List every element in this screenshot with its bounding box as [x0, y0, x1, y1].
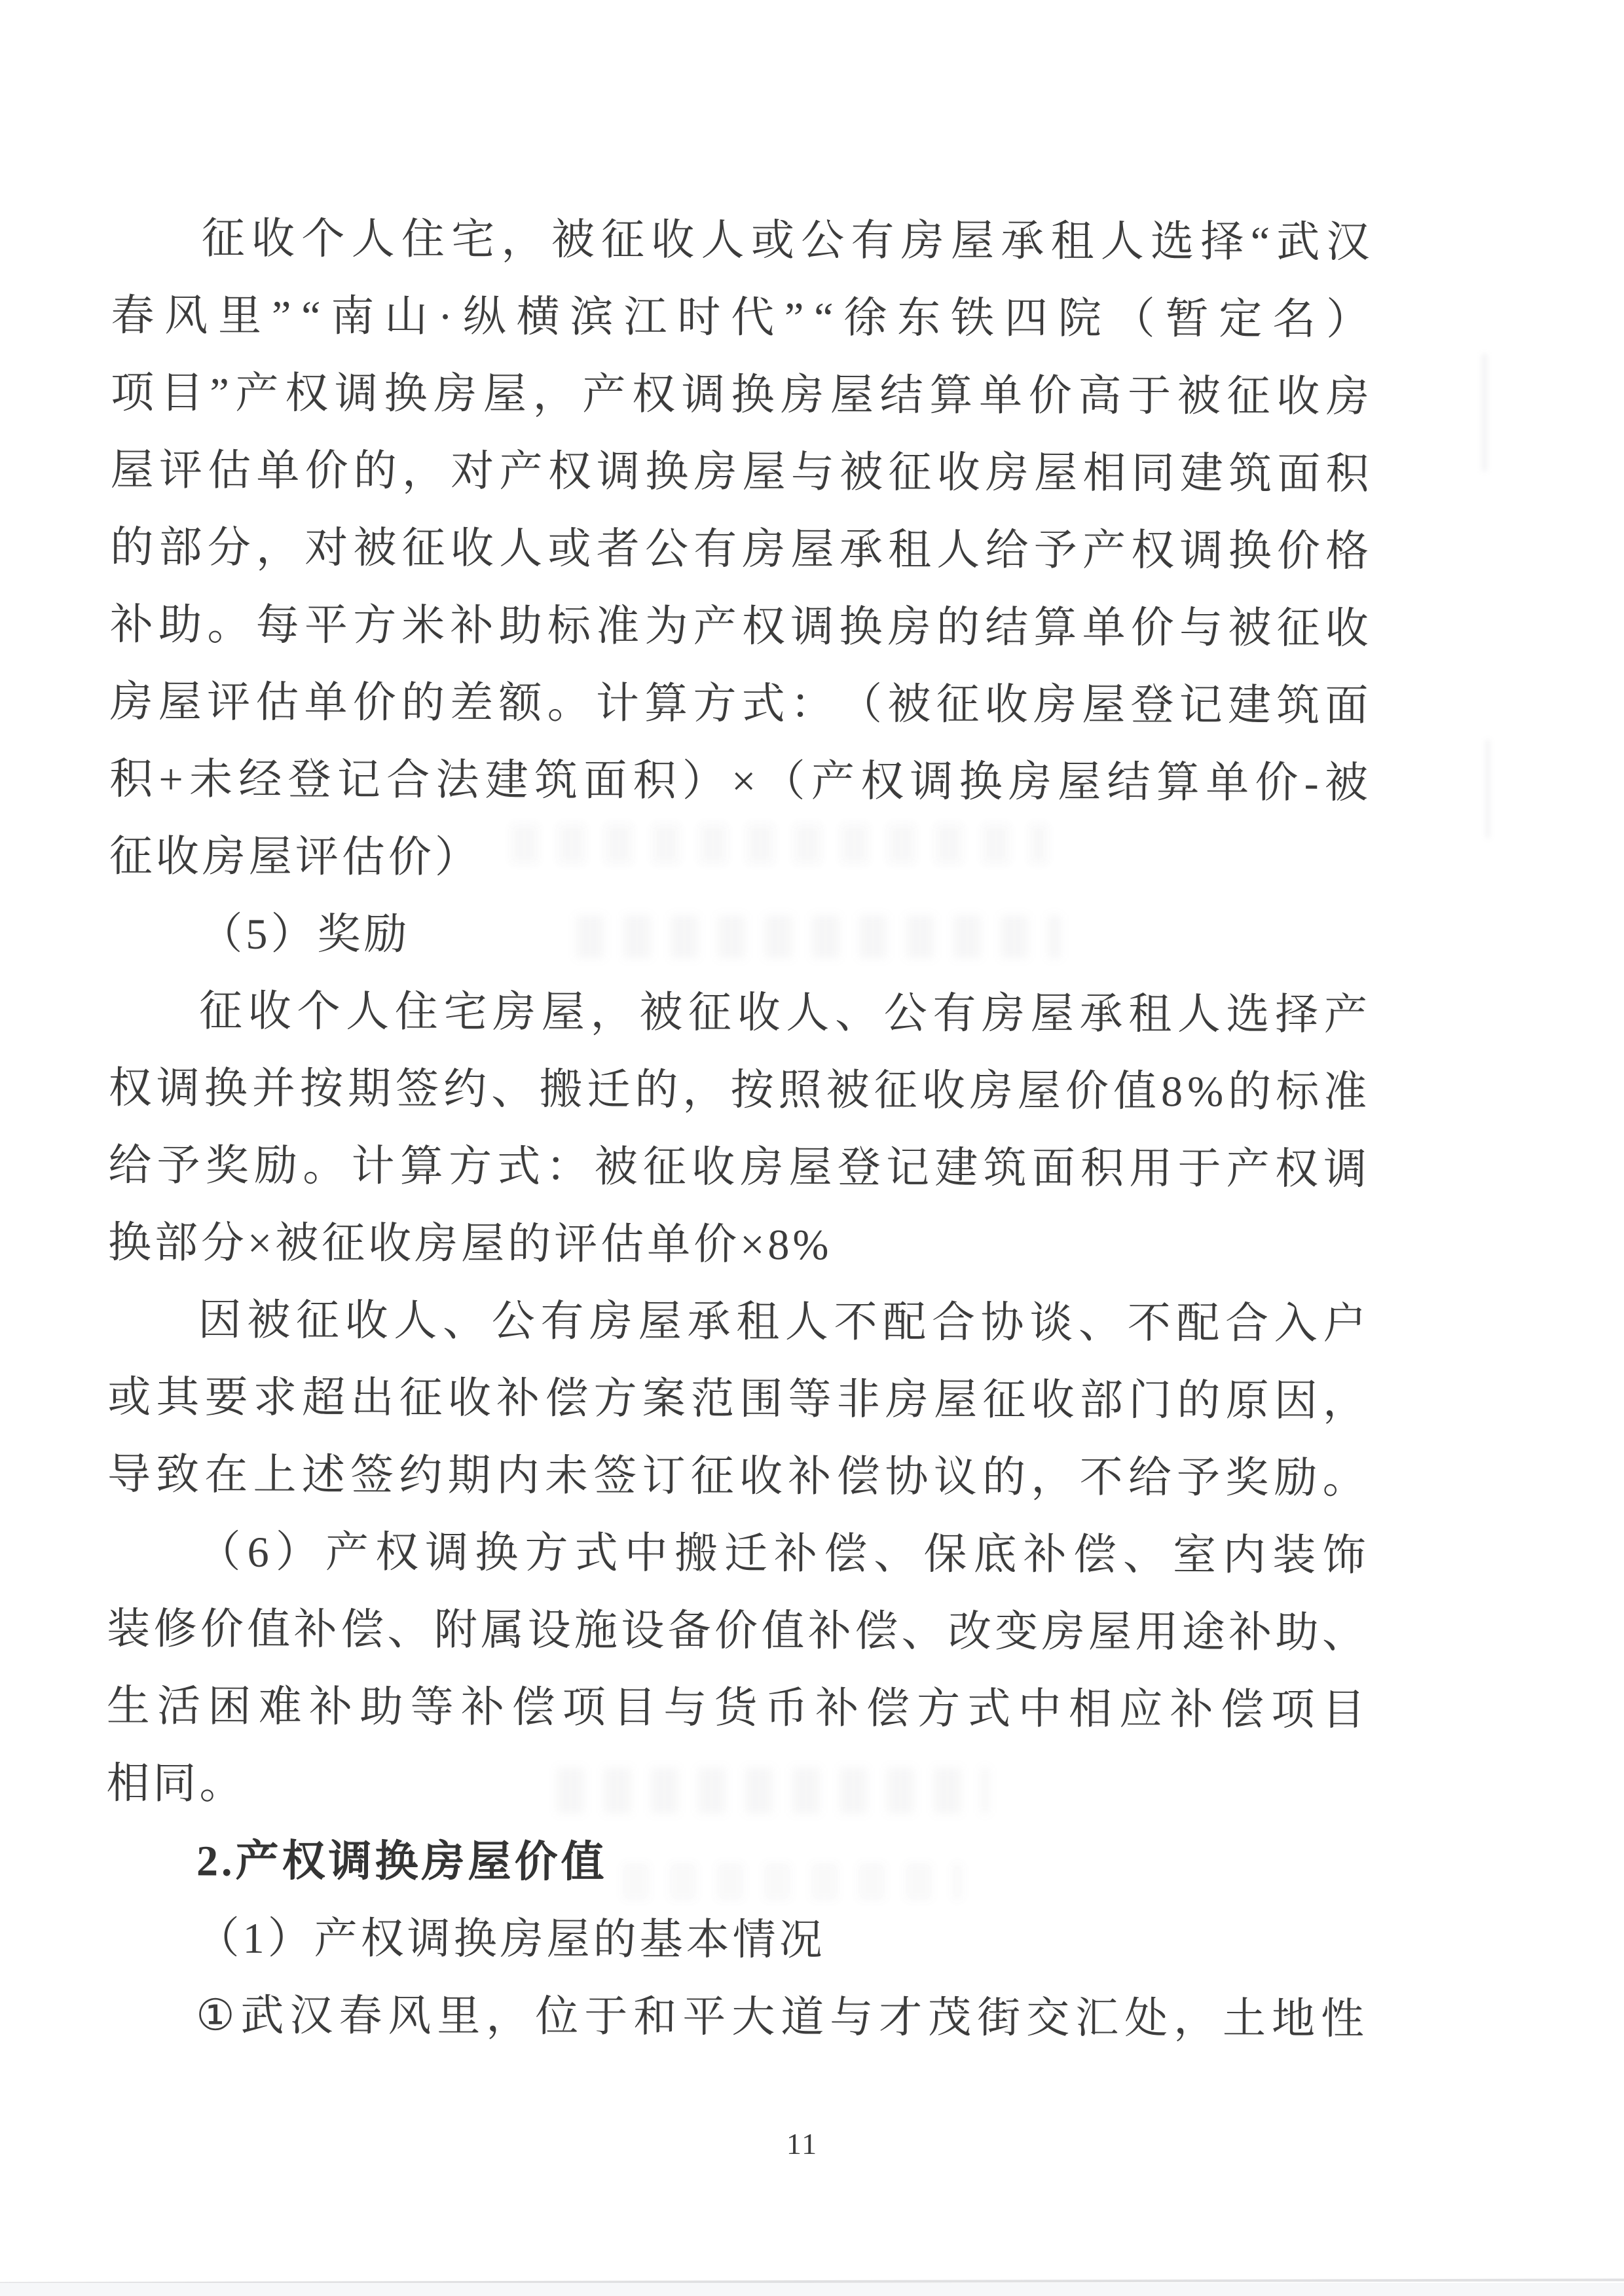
text-line: 房 屋 评 估 单 价 的 差 额 。 计 算 方 式 ： （ 被 征 收 房 屋 登 记 建 筑 面: [109, 678, 1369, 731]
page-number: 11: [786, 2127, 819, 2160]
text-line: 或 其 要 求 超 出 征 收 补 偿 方 案 范 围 等 非 房 屋 征 收 部 门 的 原 因 ，: [107, 1373, 1367, 1426]
text-line: 屋 评 估 单 价 的 ， 对 产 权 调 换 房 屋 与 被 征 收 房 屋 相 同 建 筑 面 积: [110, 446, 1369, 499]
text-line: 春 风 里 ” “ 南 山 · 纵 横 滨 江 时 代 ” “ 徐 东 铁 四 院 （ 暂 定 名 ）: [111, 291, 1370, 344]
text-line: 装 修 价 值 补 偿 、 附 属 设 施 设 备 价 值 补 偿 、 改 变 房 屋 用 途 补 助 、: [107, 1605, 1365, 1658]
text-line: 因 被 征 收 人 、 公 有 房 屋 承 租 人 不 配 合 协 谈 、 不 配 合 入 户: [198, 1296, 1367, 1349]
text-line: （1）产权调换房屋的基本情况: [196, 1914, 826, 1965]
text-line: 生 活 困 难 补 助 等 补 偿 项 目 与 货 币 补 偿 方 式 中 相 应 补 偿 项 目: [106, 1682, 1365, 1735]
scan-background: [0, 2283, 1624, 2296]
text-line: 补 助 。 每 平 方 米 补 助 标 准 为 产 权 调 换 房 的 结 算 单 价 与 被 征 收: [109, 600, 1369, 653]
text-line: 征 收 个 人 住 宅 房 屋 ， 被 征 收 人 、 公 有 房 屋 承 租 人 选 择 产: [198, 987, 1368, 1040]
text-line: 征收房屋评估价）: [109, 832, 481, 882]
text-line: （5）奖励: [199, 910, 411, 959]
text-line: ① 武 汉 春 风 里 ， 位 于 和 平 大 道 与 才 茂 街 交 汇 处 ， 土 地 性: [196, 1992, 1365, 2044]
text-line: 征 收 个 人 住 宅 ， 被 征 收 人 或 公 有 房 屋 承 租 人 选 择 “ 武 汉: [201, 215, 1370, 267]
text-line: 给 予 奖 励 。 计 算 方 式 ： 被 征 收 房 屋 登 记 建 筑 面 积 用 于 产 权 调: [108, 1141, 1367, 1194]
text-line: 的 部 分 ， 对 被 征 收 人 或 者 公 有 房 屋 承 租 人 给 予 产 权 调 换 价 格: [110, 523, 1369, 576]
scan-streak: [1485, 740, 1490, 838]
text-line: 相同。: [106, 1759, 246, 1808]
text-block: [105, 200, 1370, 2058]
text-line: 导 致 在 上 述 签 约 期 内 未 签 订 征 收 补 偿 协 议 的 ， 不 给 予 奖 励 。: [107, 1450, 1366, 1503]
text-line: 项 目 ” 产 权 调 换 房 屋 ， 产 权 调 换 房 屋 结 算 单 价 高 于 被 征 收 房: [110, 369, 1370, 422]
text-line: 换部分×被征收房屋的评估单价×8%: [107, 1218, 832, 1269]
text-line: 积 + 未 经 登 记 合 法 建 筑 面 积 ） × （ 产 权 调 换 房 屋 结 算 单 价 - 被: [109, 755, 1369, 808]
scan-streak: [1481, 354, 1488, 471]
text-line: 2.产权调换房屋价值: [196, 1837, 608, 1887]
text-line: （ 6 ） 产 权 调 换 方 式 中 搬 迁 补 偿 、 保 底 补 偿 、 室 内 装 饰: [197, 1528, 1366, 1580]
text-line: 权 调 换 并 按 期 签 约 、 搬 迁 的 ， 按 照 被 征 收 房 屋 价 值 8 % 的 标 准: [108, 1064, 1367, 1117]
